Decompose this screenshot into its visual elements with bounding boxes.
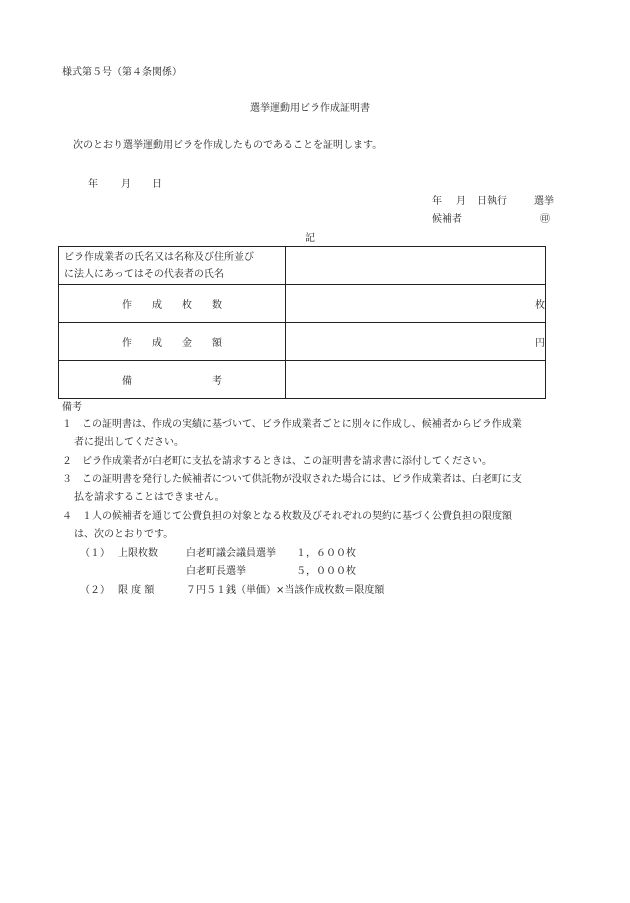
count-label-cell (59, 285, 286, 323)
count-label: 作 成 枚 数 (122, 300, 222, 311)
remarks-label-cell (59, 361, 286, 399)
election-day-held: 日執行 (477, 196, 507, 207)
election-name: 選挙 (534, 196, 554, 207)
vendor-value-cell (286, 247, 546, 285)
mayor-count: ５，０００枚 (296, 566, 356, 577)
table-row-amount (59, 323, 546, 361)
vendor-label-cell (59, 247, 286, 285)
council-election: 白老町議会議員選挙 (186, 548, 276, 559)
vendor-label-line2: に法人にあってはその代表者の氏名 (64, 268, 224, 280)
election-month: 月 (456, 196, 466, 207)
table-row-remarks (59, 361, 546, 399)
limit-1-label: 上限枚数 (118, 548, 158, 559)
note-4-line1: ４ １人の候補者を通じて公費負担の対象となる枚数及びそれぞれの契約に基づく公費負担の限度額 (62, 511, 512, 522)
remarks-label: 備 考 (122, 376, 222, 387)
note-1-line1: １ この証明書は、作成の実績に基づいて、ビラ作成業者ごとに別々に作成し、候補者からビラ作成業 (62, 419, 522, 430)
certification-statement: 次のとおり選挙運動用ビラを作成したものであることを証明します。 (73, 140, 383, 151)
table-row-vendor (59, 247, 546, 285)
seal-mark: ㊞ (540, 214, 550, 225)
vendor-label-line1: ビラ作成業者の氏名又は名称及び住所並び (64, 251, 254, 263)
issue-month: 月 (121, 179, 131, 190)
form-number: 様式第５号（第４条関係） (62, 67, 182, 78)
amount-unit: 円 (535, 338, 545, 349)
limit-2-formula: ７円５１銭（単価）×当該作成枚数＝限度額 (186, 585, 385, 596)
amount-value-cell (286, 323, 546, 361)
note-3-line1: ３ この証明書を発行した候補者について供託物が没収された場合には、ビラ作成業者は、白老町に支 (62, 474, 522, 485)
candidate-label: 候補者 (432, 214, 462, 225)
note-3-line2: 払を請求することはできません。 (74, 492, 225, 503)
count-unit: 枚 (535, 300, 545, 311)
council-count: １，６００枚 (296, 548, 356, 559)
document-title: 選挙運動用ビラ作成証明書 (250, 103, 370, 114)
mayor-election: 白老町長選挙 (186, 566, 246, 577)
limit-1-number: （１） (80, 548, 110, 559)
remarks-value-cell (286, 361, 546, 399)
table-row-count (59, 285, 546, 323)
amount-label-cell (59, 323, 286, 361)
election-year: 年 (432, 196, 442, 207)
limit-2-label: 限 度 額 (118, 585, 155, 596)
note-1-line2: 者に提出してください。 (74, 437, 184, 448)
notes-heading: 備考 (62, 402, 82, 413)
amount-label: 作 成 金 額 (122, 338, 222, 349)
note-2: ２ ビラ作成業者が白老町に支払を請求するときは、この証明書を請求書に添付してください。 (62, 456, 492, 467)
issue-day: 日 (152, 179, 162, 190)
count-value-cell (286, 285, 546, 323)
limit-2-number: （２） (80, 585, 110, 596)
note-4-line2: は、次のとおりです。 (74, 529, 174, 540)
ki-heading: 記 (305, 233, 315, 244)
certificate-table (58, 246, 546, 399)
issue-year: 年 (88, 179, 98, 190)
